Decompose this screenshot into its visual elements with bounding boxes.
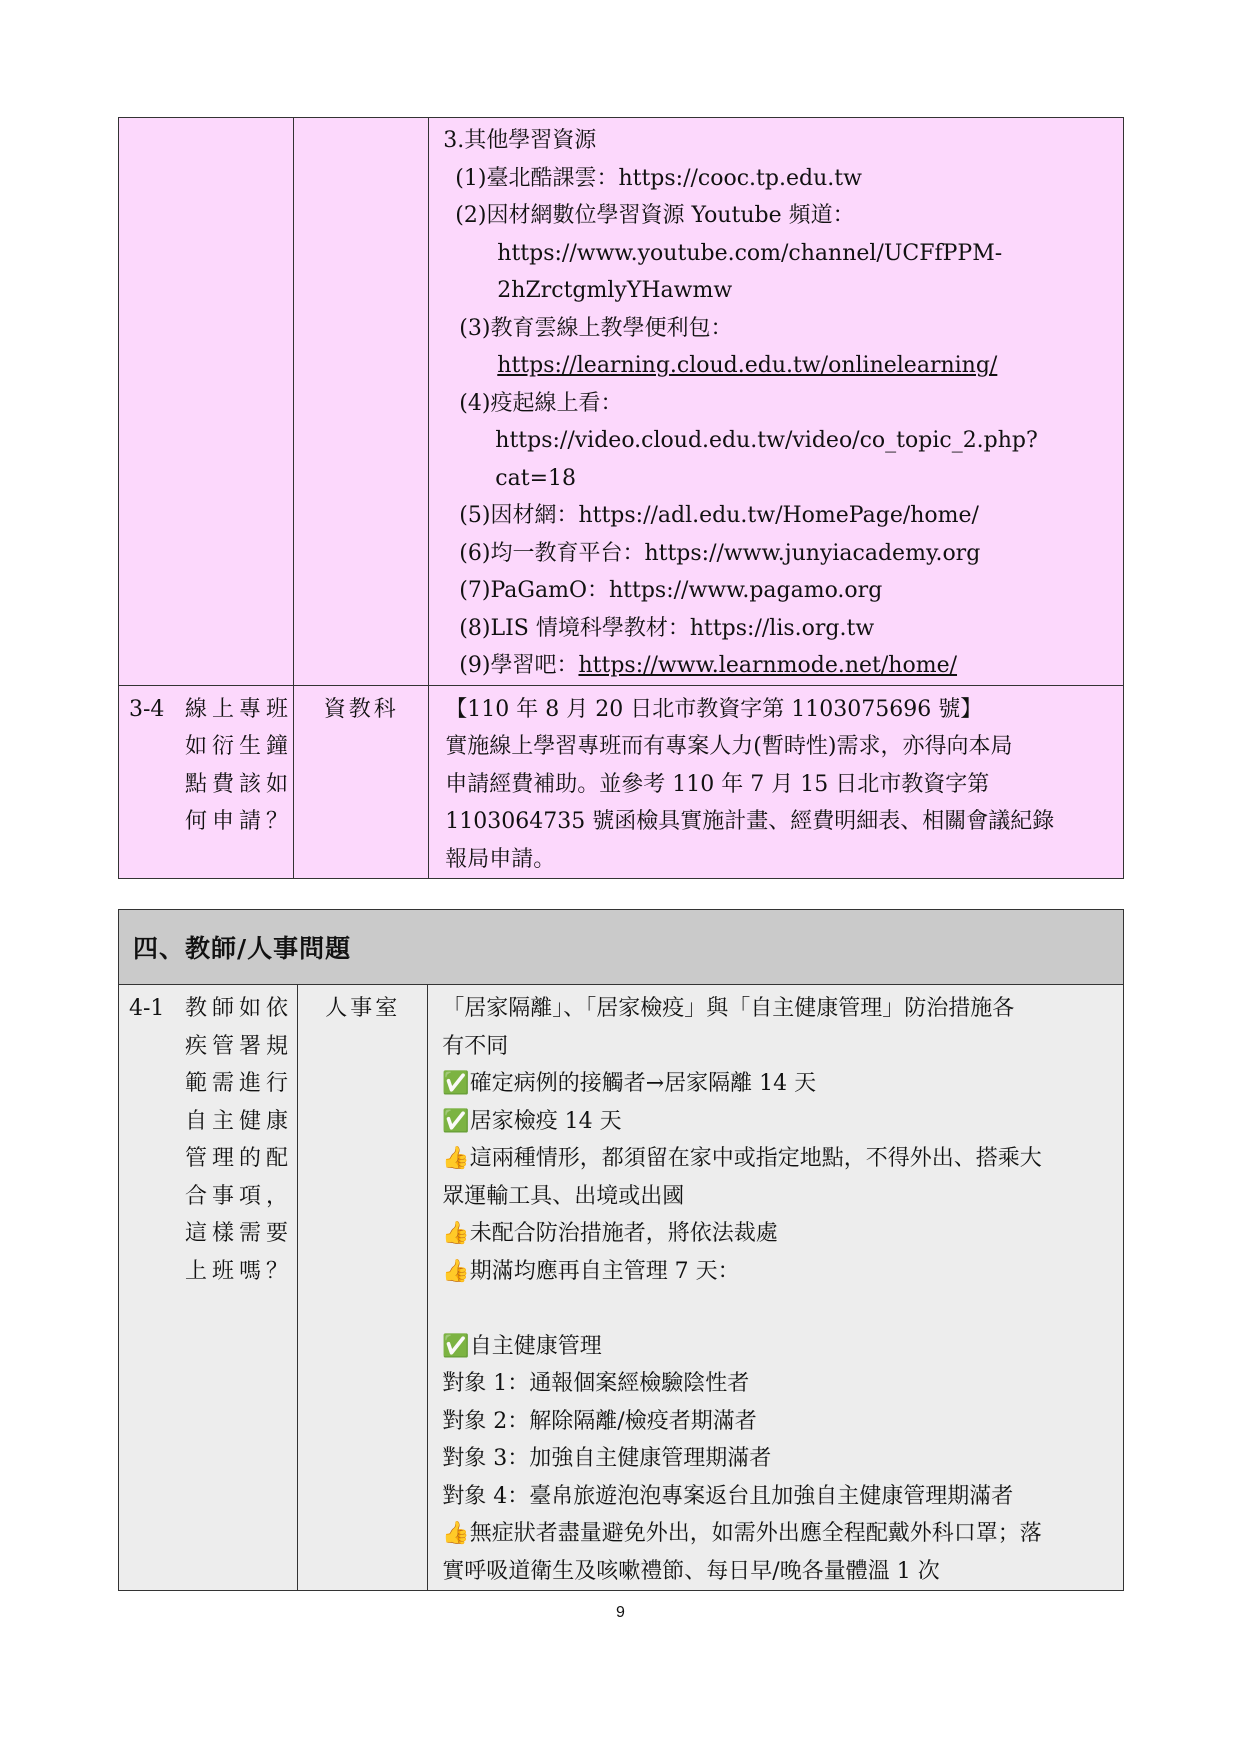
question-number: 3-4 [129,696,165,722]
question-text: 如衍生鐘 [185,734,294,759]
question-text: 範需進行 [185,1071,294,1096]
answer-line: 👍這兩種情形，都須留在家中或指定地點，不得外出、搭乘大 [442,1146,1042,1171]
answer-line: 對象 1：通報個案經檢驗陰性者 [442,1371,750,1396]
resource-label: (9)學習吧： [459,653,579,678]
resource-link-text[interactable]: https://www.learnmode.net/home/ [578,653,958,678]
resource-link[interactable]: https://www.youtube.com/channel/UCFfPPM- [497,240,1003,266]
blank-line [442,1290,1123,1328]
answer-line: 對象 3：加強自主健康管理期滿者 [442,1446,772,1471]
answer-line: 對象 2：解除隔離/檢疫者期滿者 [442,1408,757,1434]
resource-line[interactable]: (6)均一教育平台：https://www.junyiacademy.org [459,540,981,566]
answer-line: 👍未配合防治措施者，將依法裁處 [442,1221,778,1246]
answer-line: 眾運輸工具、出境或出國 [442,1183,685,1209]
resource-line [443,647,1123,685]
question-number: 4-1 [129,996,165,1021]
answer-cell [428,985,1124,1591]
answer-line: 👍無症狀者盡量避免外出，如需外出應全程配戴外科口罩；落 [442,1521,1042,1546]
section-heading: 四、教師/人事問題 [119,910,1124,985]
resource-link[interactable]: https://video.cloud.edu.tw/video/co_topic_2.php? [495,428,1038,453]
question-text: 疾管署規 [185,1033,294,1059]
department-cell [298,985,428,1591]
page-number: 9 [616,1604,625,1621]
answer-line: 對象 4：臺帛旅遊泡泡專案返台且加強自主健康管理期滿者 [442,1483,1014,1509]
department-cell [294,685,429,879]
resource-link-text[interactable]: https://learning.cloud.edu.tw/onlinelearning/ [497,353,998,378]
question-text: 上班嗎？ [185,1258,294,1284]
answer-line: 👍期滿均應再自主管理 7 天： [442,1258,740,1284]
resource-link[interactable]: 2hZrctgmlyYHawmw [497,278,733,303]
resource-line[interactable]: (7)PaGamO：https://www.pagamo.org [459,578,883,603]
question-text: 何申請？ [185,809,294,834]
question-text: 教師如依 [185,996,294,1021]
question-text: 合事項， [185,1183,294,1209]
answer-line: ✅自主健康管理 [442,1333,602,1359]
department-label: 資教科 [323,696,399,722]
question-cell [119,685,294,879]
question-cell [119,985,298,1591]
question-text: 這樣需要 [185,1221,294,1246]
department-label: 人事室 [325,996,401,1021]
teacher-personnel-table [118,909,1124,1591]
answer-line: ✅確定病例的接觸者→居家隔離 14 天 [442,1071,817,1096]
resource-link[interactable]: cat=18 [495,465,577,491]
question-text: 線上專班 [185,696,294,722]
question-text: 自主健康 [185,1108,294,1134]
resource-line: (4)疫起線上看： [459,390,623,416]
resource-line[interactable]: (8)LIS 情境科學教材：https://lis.org.tw [459,615,875,641]
answer-line: 有不同 [442,1033,509,1059]
resource-line: (2)因材網數位學習資源 Youtube 頻道： [455,203,855,228]
answer-line: 「居家隔離」、「居家檢疫」與「自主健康管理」防治措施各 [442,996,1015,1021]
answer-line: ✅居家檢疫 14 天 [442,1108,622,1134]
answer-line: 【110 年 8 月 20 日北市教資字第 1103075696 號】 [445,696,983,722]
question-text: 管理的配 [185,1146,294,1171]
answer-line: 1103064735 號函檢具實施計畫、經費明細表、相關會議紀錄 [445,809,1055,834]
question-text: 點費該如 [185,771,294,797]
question-first-line [129,691,293,729]
resources-cell [429,118,1124,686]
empty-department-cell [294,118,429,686]
resource-line: (3)教育雲線上教學便利包： [459,315,733,341]
resource-line[interactable]: (5)因材網：https://adl.edu.tw/HomePage/home/ [459,503,979,528]
answer-line: 報局申請。 [445,846,556,872]
answer-line: 實施線上學習專班而有專案人力(暫時性)需求，亦得向本局 [445,734,1013,759]
resources-title: 3.其他學習資源 [443,128,597,153]
answer-cell [429,685,1124,879]
empty-question-cell [119,118,294,686]
answer-line: 實呼吸道衛生及咳嗽禮節、每日早/晚各量體溫 1 次 [442,1558,940,1584]
resources-table [118,117,1124,879]
resource-link[interactable] [443,347,1123,385]
answer-line: 申請經費補助。並參考 110 年 7 月 15 日北市教資字第 [445,771,990,797]
resource-line[interactable]: (1)臺北酷課雲：https://cooc.tp.edu.tw [455,165,862,191]
question-first-line [129,990,297,1028]
